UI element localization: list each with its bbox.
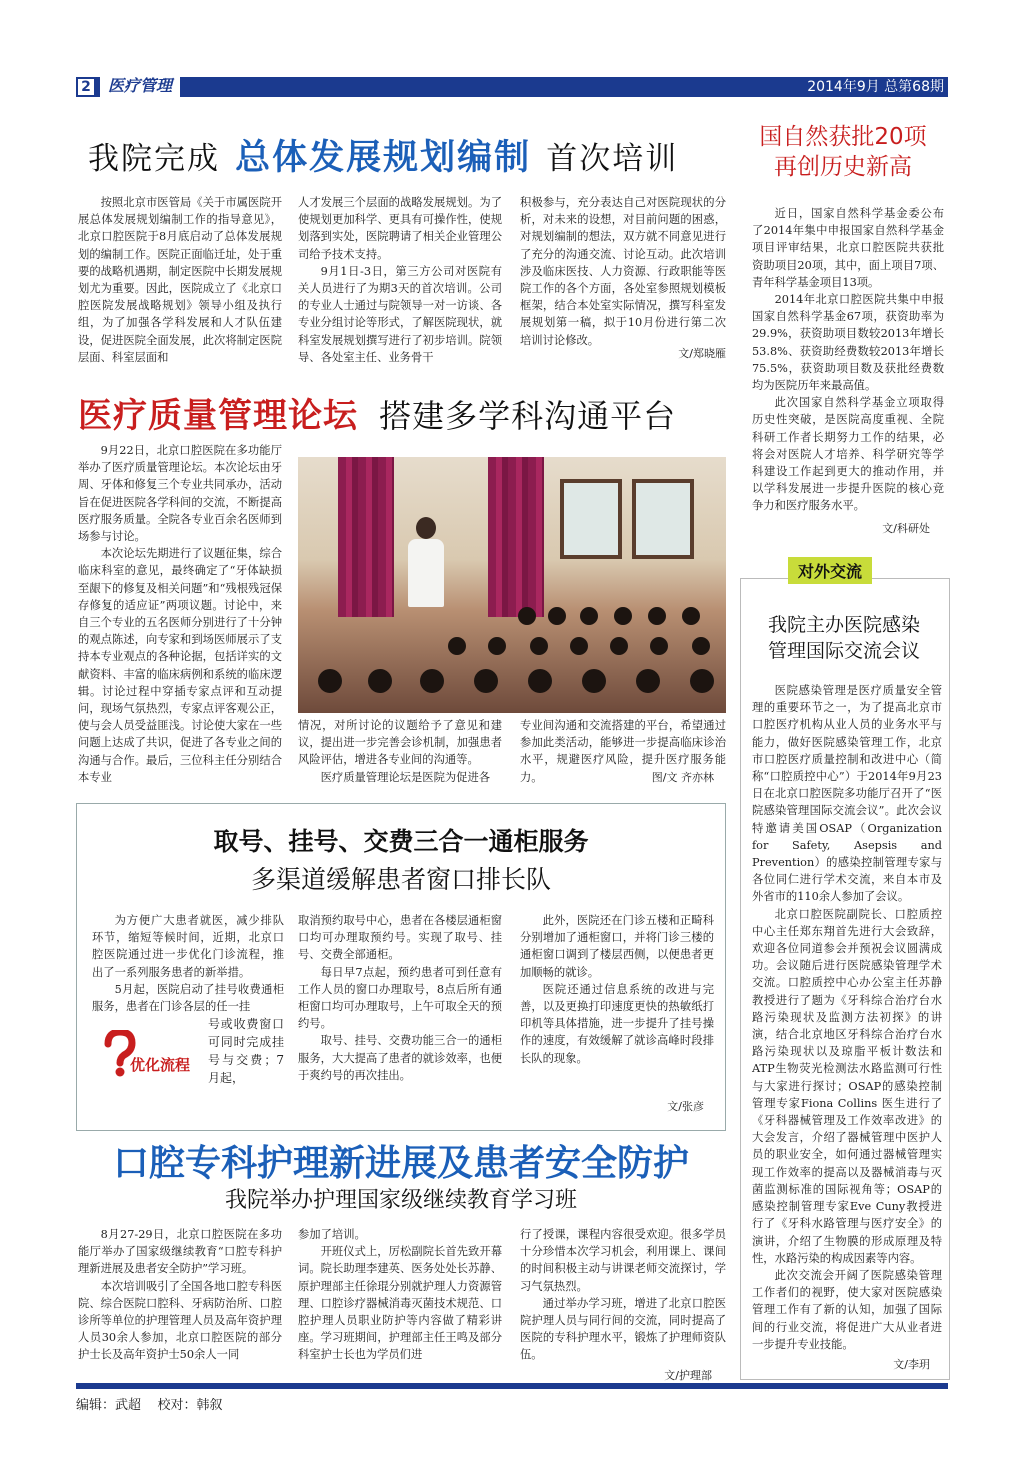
sidebar-conf-title: 我院主办医院感染 管理国际交流会议 <box>767 614 920 662</box>
window-1 <box>560 479 622 559</box>
sidebar-nsf-title: 国自然获批20项 再创历史新高 <box>759 124 927 180</box>
article3-col1: 为方便广大患者就医，减少排队环节，缩短等候时间，近期，北京口腔医院通过进一步优化门诊流程，推出了一系列服务患者的新举措。 5月起，医院启动了挂号收费通柜服务，患者在门诊各层的任一挂 <box>92 914 284 1014</box>
article2-title-black: 搭建多学科沟通平台 <box>379 397 677 435</box>
article2-byline: 图/文 齐亦林 <box>651 771 714 784</box>
article1-title-pre: 我院完成 <box>88 141 220 177</box>
article2-col2: 情况，对所讨论的议题给予了意见和建议，提出进一步完善会诊机制，加强患者风险评估，增进各专业间的沟通等。 医疗质量管理论坛是医院为促进各 <box>298 719 502 784</box>
sidebar-conf-body: 医院感染管理是医疗质量安全管理的重要环节之一，为了提高北京市口腔医疗机构从业人员的业务水平与能力，做好医院感染管理工作，北京市口腔医疗质量控制和改进中心（简称“口腔质控中心”）于2014年9月23日在北京口腔医院多功能厅召开了“医院感染管理国际交流会议”。此次会议特邀请美国OSAP（Organization for Safety, Asepsis and Prevention）的感染控制管理专家与各位同仁进行学术交流，来自本市及外省市的110余人参加了会议。 北京口腔医院副院长、口腔质控中心主任郑东翔首先进行大会致辞，欢迎各位同道参会并预祝会议圆满成功。会议随后进行医院感染管理学术交流。口腔质控中心办公室主任苏静教授进行了题为《牙科综合治疗台水路污染现状及监测方法初探》的讲演，结合北京地区牙科综合治疗台水路污染现状以及琼脂平板计数法和ATP生物荧光检测法水路监测可行性与大家进行探讨；OSAP的感染控制管理专家Fiona Collins 医生进行了《牙科器械管理及工作效率改进》的大会发言，介绍了器械管理中医护人员的职业安全，如何通过器械管理实现工作效率的提高以及器械消毒与灭菌监测标准的国际视角等；OSAP的感染控制管理专家Eve Cuny教授进行了《牙科水路管理与医疗安全》的演讲，介绍了生物膜的形成原理及特性，水路污染的构成因素等内容。 此次交流会开阔了医院感染管理工作者们的视野，使大家对医院感染管理工作有了新的认知，加强了国际间的行业交流，将促进广大从业者进一步提升专业技能。 <box>752 684 942 1351</box>
exchange-tag: 对外交流 <box>788 557 872 584</box>
article2-col3: 专业间沟通和交流搭建的平台，希望通过参加此类活动，能够进一步提高临床诊治水平，规避医疗风险，提升医疗服务能力。 <box>520 719 726 784</box>
article3-col2: 取消预约取号中心，患者在各楼层通柜窗口均可办理取预约号。实现了取号、挂号、交费全部通柜。 每日早7点起，预约患者可到任意有工作人员的窗口办理取号，8点后所有通柜窗口均可办理取号，上午可取全天的预约号。 取号、挂号、交费功能三合一的通柜服务，大大提高了患者的就诊效率，也便于爽约号的再次挂出。 <box>298 914 502 1082</box>
article4-byline: 文/护理部 <box>664 1369 712 1382</box>
article2-title <box>78 388 728 438</box>
article3-byline: 文/张彦 <box>667 1100 704 1113</box>
audience-row-1 <box>298 607 726 629</box>
page-number: 2 <box>76 77 96 97</box>
article2-col1: 9月22日，北京口腔医院在多功能厅举办了医疗质量管理论坛。本次论坛由牙周、牙体和修复三个专业共同承办，活动旨在促进医院各学科间的交流，不断提高医疗服务质量。全院各专业百余名医师到场参与讨论。 本次论坛先期进行了议题征集，综合临床科室的意见，最终确定了“牙体缺损至龈下的修复及相关问题”和“残根残冠保存修复的适应证”两项议题。讨论中，来自三个专业的五名医师分别进行了十分钟的观点陈述，向专家和到场医师展示了支持本专业观点的各种论据，包括详实的文献资料、丰富的临床病例和系统的临床逻辑。讨论过程中穿插专家点评和互动提问，现场气氛热烈，专家点评客观公正，使与会人员受益匪浅。讨论使大家在一些问题上达成了共识，促进了各专业之间的沟通与合作。最后，三位科主任分别结合本专业 <box>78 444 282 784</box>
article1-title <box>88 130 728 178</box>
article1-col3: 积极参与，充分表达自己对医院现状的分析，对未来的设想，对目前问题的困惑，对规划编制的想法，双方就不同意见进行了充分的沟通交流、讨论互动。此次培训涉及临床医技、人力资源、行政职能等医院工作的各个方面，各处室参照规划模板框架，结合本处室实际情况，撰写科室发展规划第一稿，拟于10月份进行第二次培训讨论修改。 <box>520 196 726 347</box>
article1-title-post: 首次培训 <box>546 141 679 177</box>
article3-col1c: 号或收费窗口可同时完成挂号与交费；7月起， <box>208 1017 284 1085</box>
article1-title-mid: 总体发展规划编制 <box>235 138 532 178</box>
article4-col1: 8月27-29日，北京口腔医院在多功能厅举办了国家级继续教育“口腔专科护理新进展及患者安全防护”学习班。 本次培训吸引了全国各地口腔专科医院、综合医院口腔科、牙病防治所、口腔诊所等单位的护理管理人员及高年资护理人员30余人参加，北京口腔医院的部分护士长及高年资护士50余人一同 <box>78 1228 282 1362</box>
issue-info: 2014年9月 总第68期 <box>807 79 944 95</box>
presenter-figure <box>408 517 444 607</box>
optimize-badge-label: 优化流程 <box>130 1056 191 1074</box>
curtain-middle <box>488 457 544 617</box>
optimize-badge <box>100 1030 204 1080</box>
article3-title-line1: 取号、挂号、交费三合一通柜服务 <box>213 827 589 856</box>
footer-bar <box>76 1383 948 1389</box>
sidebar-nsf-byline: 文/科研处 <box>882 522 930 535</box>
forum-photo <box>298 457 726 713</box>
article2-title-red: 医疗质量管理论坛 <box>78 396 358 436</box>
article4-col2: 参加了培训。 开班仪式上，厉松副院长首先致开幕词。院长助理李建英、医务处处长苏静、原护理部主任徐琨分别就护理人力资源管理、口腔诊疗器械消毒灭菌技术规范、口腔护理人员职业防护等内容做了精彩讲座。学习班期间，护理部主任王鸣及部分科室护士长也为学员们进 <box>298 1228 502 1362</box>
window-2 <box>632 479 694 559</box>
article3-title-line2: 多渠道缓解患者窗口排长队 <box>250 865 551 894</box>
footer-credits: 编辑：武超 校对：韩叙 <box>76 1398 223 1413</box>
curtain-left <box>338 457 394 617</box>
article4-subtitle: 我院举办护理国家级继续教育学习班 <box>224 1188 577 1213</box>
audience-row-3 <box>298 669 726 691</box>
sidebar-conf-byline: 文/李玥 <box>893 1358 930 1371</box>
section-name: 医疗管理 <box>100 75 180 97</box>
article1-byline: 文/郑晓雁 <box>678 347 726 360</box>
article4-title: 口腔专科护理新进展及患者安全防护 <box>112 1143 689 1184</box>
sidebar-nsf-body: 近日，国家自然科学基金委公布了2014年集中申报国家自然科学基金项目评审结果，北京口腔医院共获批资助项目20项，其中，面上项目7项、青年科学基金项目13项。 2014年北京口腔医院共集中申报国家自然科学基金67项，获资助率为29.9%，获资助项目数较2013年增长53.8%、获资助经费数较2013年增长75.5%，获资助项目数及获批经费数均为医院历年来最高值。 此次国家自然科学基金立项取得历史性突破，是医院高度重视、全院科研工作者长期努力工作的结果，必将会对医院人才培养、科学研究等学科建设工作起到更大的推动作用，并以学科发展进一步提升医院的核心竞争力和医疗服务水平。 <box>752 207 944 513</box>
article4-col3: 行了授课，课程内容很受欢迎。很多学员十分珍惜本次学习机会，利用课上、课间的时间积极主动与讲课老师交流探讨，学习气氛热烈。 通过举办学习班，增进了北京口腔医院护理人员与同行间的交流，同时提高了医院的专科护理水平，锻炼了护理师资队伍。 <box>520 1228 726 1362</box>
article1-col1: 按照北京市医管局《关于市属医院开展总体发展规划编制工作的指导意见》，北京口腔医院于8月底启动了总体发展规划的编制工作。医院正面临迁址，处于重要的战略机遇期，制定医院中长期发展规划尤为重要。因此，医院成立了《北京口腔医院发展战略规划》领导小组及执行组，为了加强各学科发展和人才队伍建设，促进医院全面发展，此次将制定医院层面、科室层面和 <box>78 196 282 364</box>
article3-col3: 此外，医院还在门诊五楼和正畸科分别增加了通柜窗口，并将门诊三楼的通柜窗口调到了楼层西侧，以便患者更加顺畅的就诊。 医院还通过信息系统的改进与完善，以及更换打印速度更快的热敏纸打印机等具体措施，进一步提升了挂号操作的速度，有效缓解了就诊高峰时段排长队的现象。 <box>520 914 714 1065</box>
audience-row-2 <box>298 637 726 659</box>
article1-col2: 人才发展三个层面的战略发展规划。为了使规划更加科学、更具有可操作性，使规划落到实处，医院聘请了相关企业管理公司给予技术支持。 9月1日-3日，第三方公司对医院有关人员进行了为期3天的首次培训。公司的专业人士通过与院领导一对一访谈、各专业分组讨论等形式，了解医院现状，就科室发展规划撰写进行了初步培训。院领导、各处室主任、业务骨干 <box>298 196 502 364</box>
